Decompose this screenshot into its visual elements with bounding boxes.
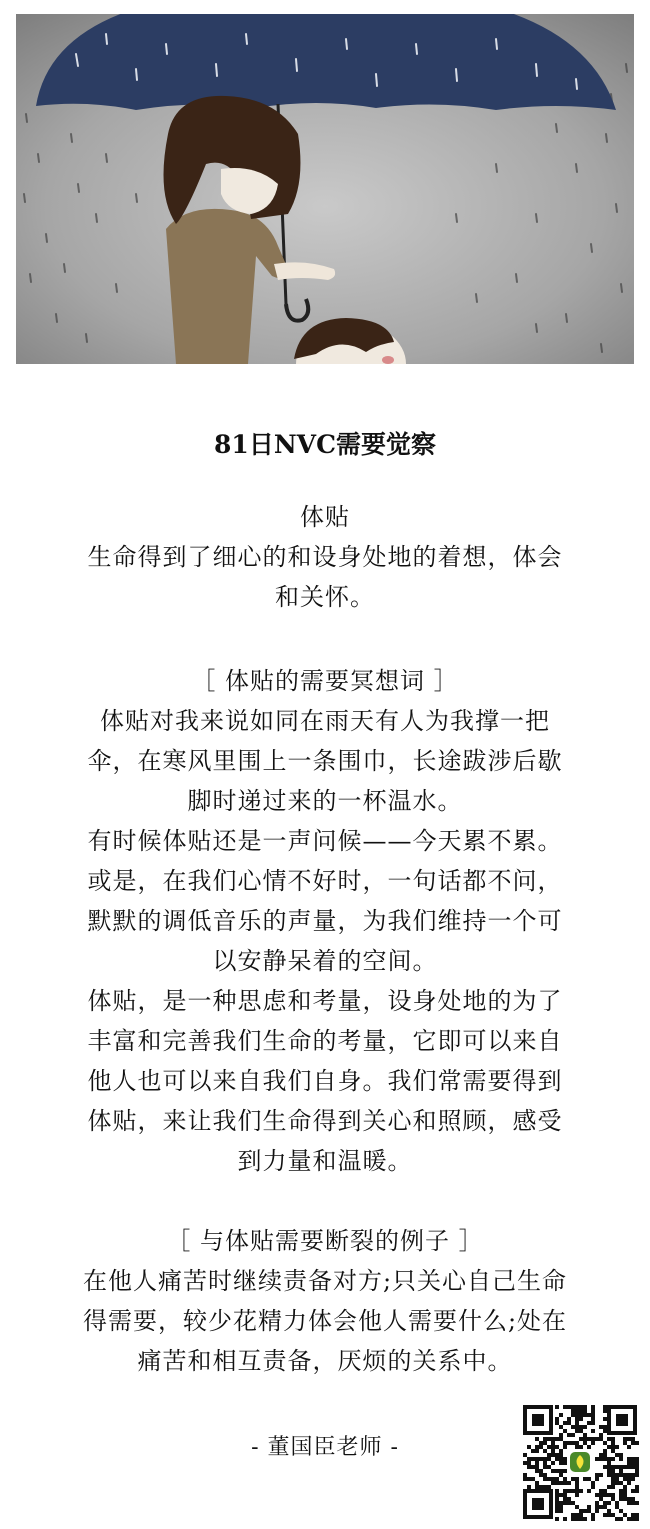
paragraph-line: 丰富和完善我们生命的考量，它即可以来自: [87, 1027, 563, 1055]
paragraph-line: 以安静呆着的空间。: [212, 947, 438, 975]
paragraph-line: 体贴，来让我们生命得到关心和照顾，感受: [87, 1107, 563, 1135]
paragraph-line: 默默的调低音乐的声量，为我们维持一个可: [87, 907, 563, 935]
paragraph-line: 有时候体贴还是一声问候——今天累不累。: [87, 827, 563, 855]
paragraph-line: 在他人痛苦时继续责备对方;只关心自己生命: [82, 1267, 568, 1295]
section-heading: ［ 与体贴需要断裂的例子 ］: [166, 1227, 484, 1255]
section-examples: [0, 1221, 650, 1381]
section-heading: ［ 体贴的需要冥想词 ］: [191, 667, 459, 695]
page-title: [0, 425, 650, 465]
title-text: 81日NVC需要觉察: [214, 430, 436, 459]
paragraph-line: 脚时递过来的一杯温水。: [187, 787, 463, 815]
section-heading: 体贴: [300, 503, 350, 531]
paragraph-line: 体贴，是一种思虑和考量，设身处地的为了: [87, 987, 563, 1015]
paragraph-line: 伞，在寒风里围上一条围巾，长途跋涉后歇: [87, 747, 563, 775]
umbrella-girl-illustration: [16, 14, 634, 364]
paragraph-line: 或是，在我们心情不好时，一句话都不问，: [87, 867, 563, 895]
signature-text: - 董国臣老师 -: [251, 1435, 399, 1460]
paragraph-line: 体贴对我来说如同在雨天有人为我撑一把: [100, 707, 550, 735]
qr-code-icon[interactable]: [521, 1403, 639, 1521]
paragraph-line: 和关怀。: [275, 583, 375, 611]
paragraph-line: 得需要，较少花精力体会他人需要什么;处在: [82, 1307, 568, 1335]
section-meditation: [0, 661, 650, 1181]
paragraph-line: 痛苦和相互责备，厌烦的关系中。: [137, 1347, 513, 1375]
paragraph-line: 他人也可以来自我们自身。我们常需要得到: [87, 1067, 563, 1095]
paragraph-line: 生命得到了细心的和设身处地的着想，体会: [87, 543, 563, 571]
paragraph-line: 到力量和温暖。: [237, 1147, 413, 1175]
section-definition: [0, 497, 650, 617]
